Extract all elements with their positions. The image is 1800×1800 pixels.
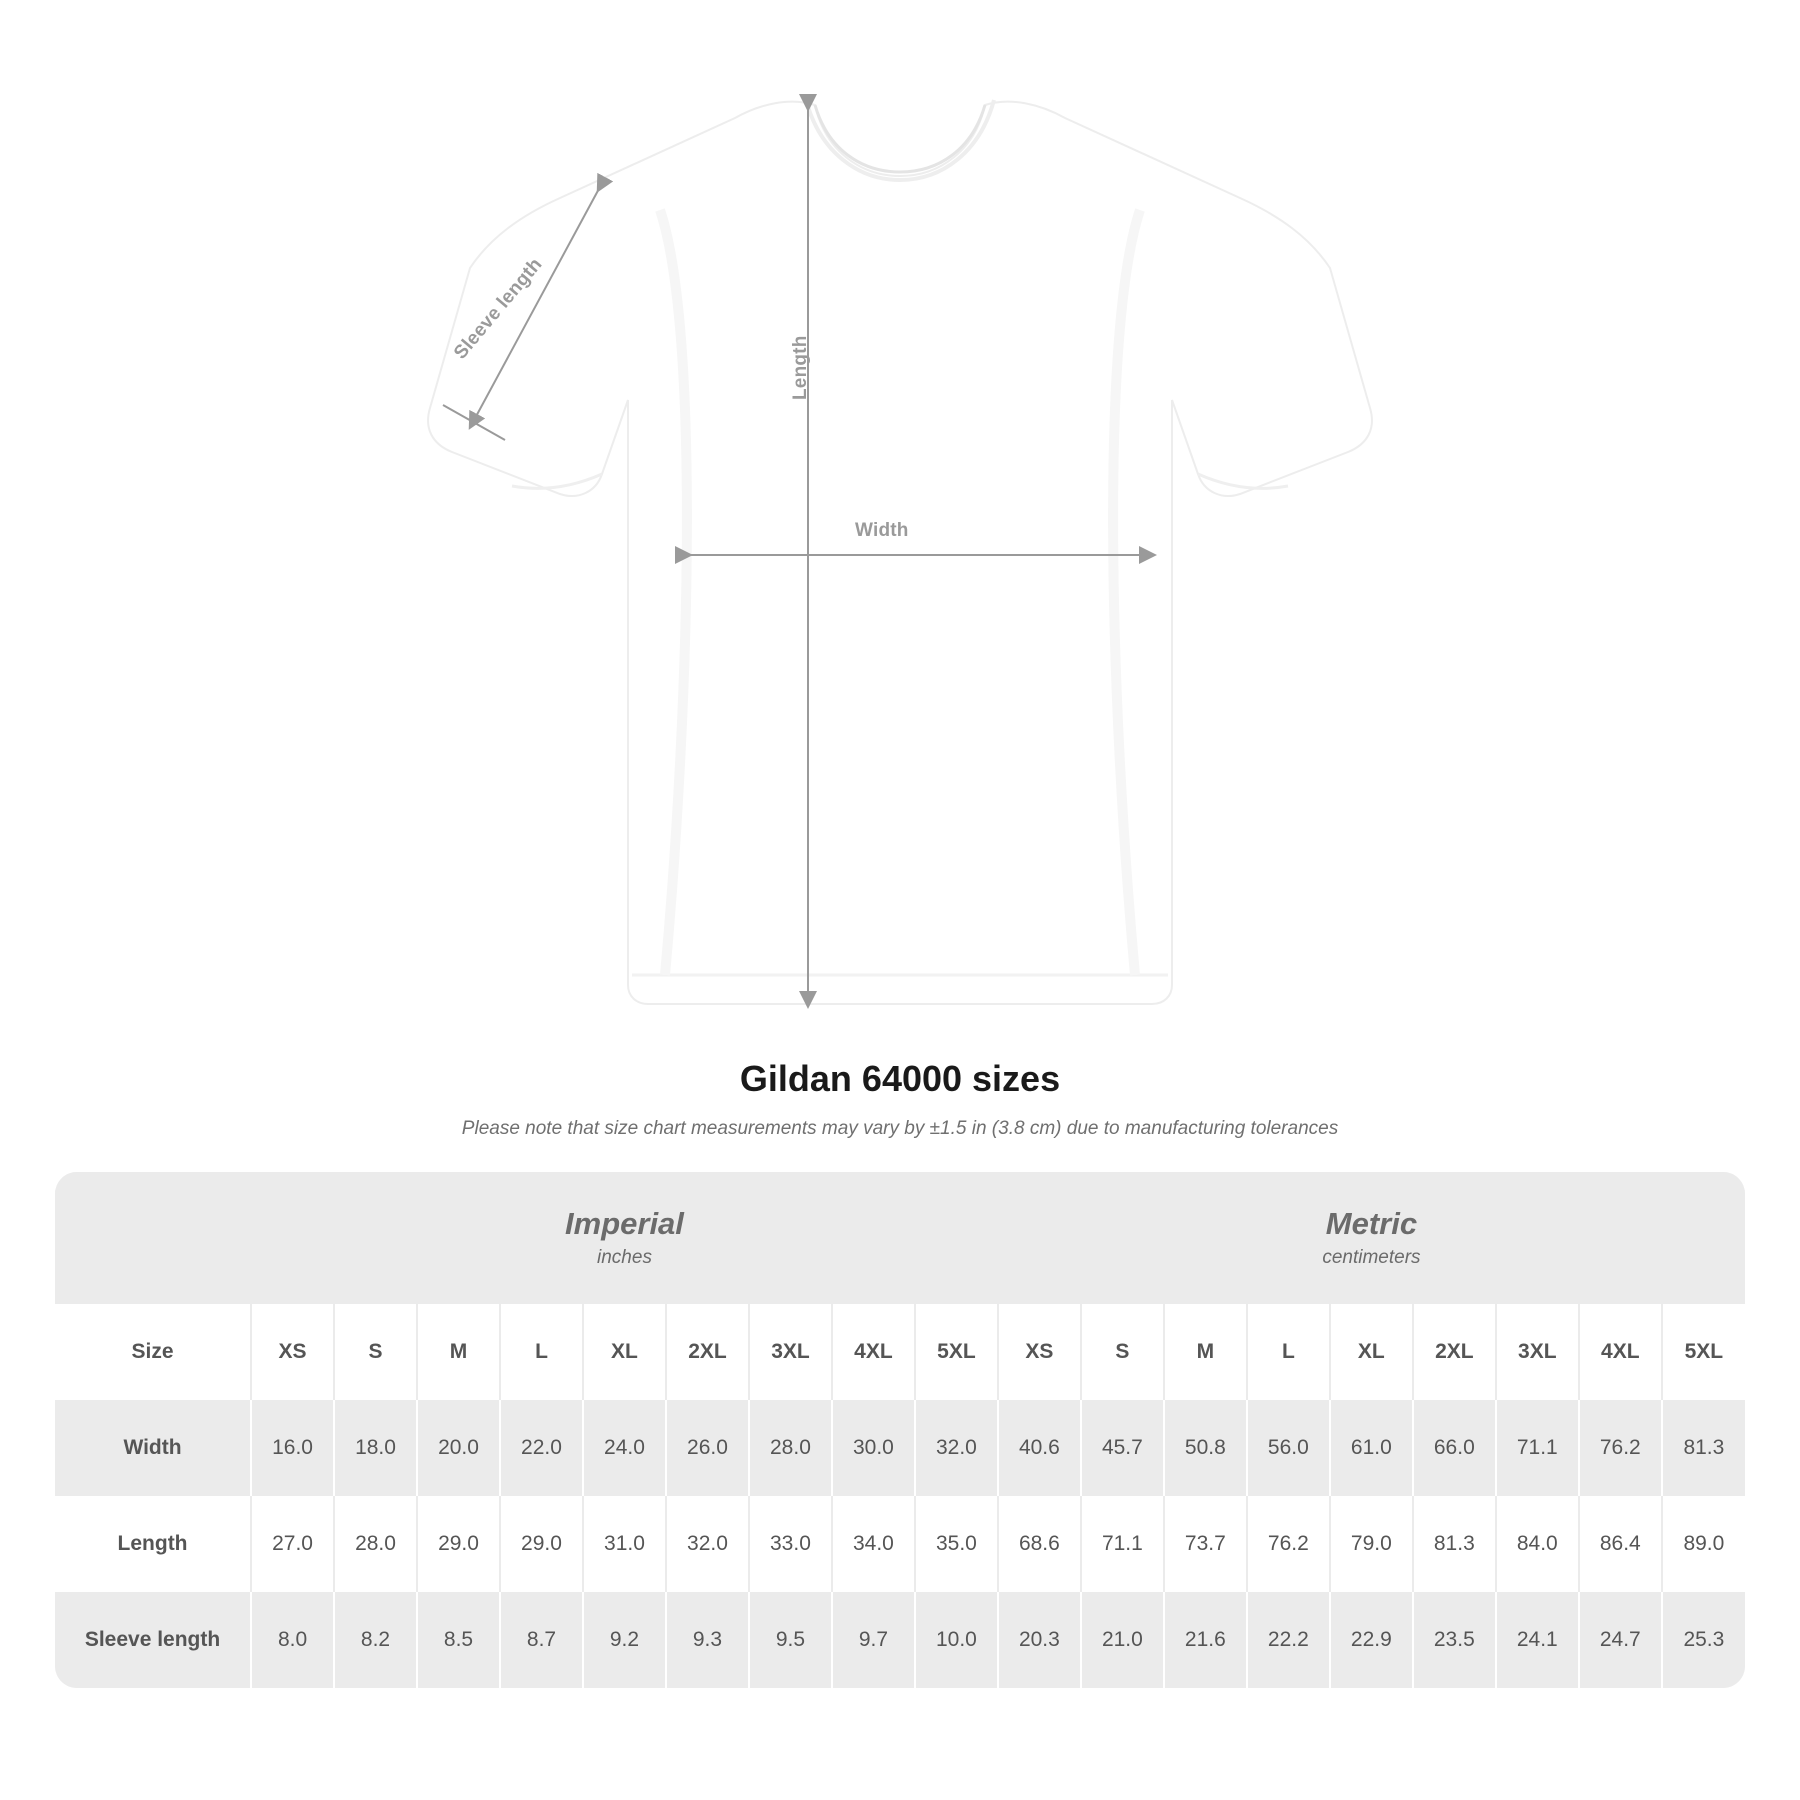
- size-header-cell: 4XL: [832, 1304, 915, 1400]
- cell-length: 89.0: [1662, 1496, 1745, 1592]
- tshirt-shape: [428, 100, 1372, 1004]
- cell-sleeve: 9.7: [832, 1592, 915, 1688]
- cell-length: 73.7: [1164, 1496, 1247, 1592]
- cell-sleeve: 22.2: [1247, 1592, 1330, 1688]
- size-header-cell: 5XL: [915, 1304, 998, 1400]
- cell-width: 32.0: [915, 1400, 998, 1496]
- cell-width: 66.0: [1413, 1400, 1496, 1496]
- cell-width: 71.1: [1496, 1400, 1579, 1496]
- size-header-cell: M: [1164, 1304, 1247, 1400]
- cell-width: 22.0: [500, 1400, 583, 1496]
- cell-length: 33.0: [749, 1496, 832, 1592]
- cell-width: 61.0: [1330, 1400, 1413, 1496]
- size-header-cell: 3XL: [749, 1304, 832, 1400]
- cell-width: 20.0: [417, 1400, 500, 1496]
- cell-width: 26.0: [666, 1400, 749, 1496]
- row-label-length: Length: [55, 1496, 251, 1592]
- size-header-cell: 5XL: [1662, 1304, 1745, 1400]
- cell-length: 86.4: [1579, 1496, 1662, 1592]
- cell-sleeve: 9.3: [666, 1592, 749, 1688]
- sleeve-length-label: Sleeve length: [450, 254, 547, 364]
- unit-group-imperial-sub: inches: [597, 1247, 652, 1269]
- size-header-cell: 3XL: [1496, 1304, 1579, 1400]
- cell-sleeve: 23.5: [1413, 1592, 1496, 1688]
- size-header-cell: S: [1081, 1304, 1164, 1400]
- unit-group-imperial-name: Imperial: [565, 1205, 684, 1241]
- cell-sleeve: 21.6: [1164, 1592, 1247, 1688]
- cell-sleeve: 24.1: [1496, 1592, 1579, 1688]
- page-title: Gildan 64000 sizes: [739, 1058, 1061, 1099]
- cell-sleeve: 8.7: [500, 1592, 583, 1688]
- length-label: Length: [790, 335, 811, 400]
- cell-length: 35.0: [915, 1496, 998, 1592]
- cell-width: 50.8: [1164, 1400, 1247, 1496]
- cell-sleeve: 24.7: [1579, 1592, 1662, 1688]
- table-row: [55, 1400, 1745, 1496]
- cell-sleeve: 10.0: [915, 1592, 998, 1688]
- tolerance-note: Please note that size chart measurements may vary by ±1.5 in (3.8 cm) due to manufacturing tolerances: [461, 1118, 1339, 1139]
- cell-width: 76.2: [1579, 1400, 1662, 1496]
- cell-sleeve: 9.5: [749, 1592, 832, 1688]
- cell-width: 18.0: [334, 1400, 417, 1496]
- table-row: [55, 1592, 1745, 1688]
- cell-sleeve: 21.0: [1081, 1592, 1164, 1688]
- cell-length: 29.0: [417, 1496, 500, 1592]
- cell-sleeve: 22.9: [1330, 1592, 1413, 1688]
- unit-group-imperial: [251, 1172, 998, 1304]
- size-header-row: [55, 1304, 1745, 1400]
- cell-width: 45.7: [1081, 1400, 1164, 1496]
- width-label: Width: [855, 520, 909, 541]
- size-header-label: Size: [55, 1304, 251, 1400]
- cell-sleeve: 20.3: [998, 1592, 1081, 1688]
- cell-length: 76.2: [1247, 1496, 1330, 1592]
- unit-row-spacer: [55, 1172, 251, 1304]
- cell-length: 29.0: [500, 1496, 583, 1592]
- cell-length: 28.0: [334, 1496, 417, 1592]
- cell-length: 68.6: [998, 1496, 1081, 1592]
- size-header-cell: XL: [583, 1304, 666, 1400]
- cell-sleeve: 8.2: [334, 1592, 417, 1688]
- cell-width: 81.3: [1662, 1400, 1745, 1496]
- unit-header-row: [55, 1172, 1745, 1304]
- title-block: [0, 1058, 1800, 1140]
- size-header-cell: XL: [1330, 1304, 1413, 1400]
- unit-group-metric: [998, 1172, 1745, 1304]
- row-label-sleeve-length: Sleeve length: [55, 1592, 251, 1688]
- size-header-cell: L: [500, 1304, 583, 1400]
- size-header-cell: 4XL: [1579, 1304, 1662, 1400]
- cell-sleeve: 9.2: [583, 1592, 666, 1688]
- cell-length: 27.0: [251, 1496, 334, 1592]
- cell-sleeve: 8.5: [417, 1592, 500, 1688]
- size-header-cell: 2XL: [666, 1304, 749, 1400]
- size-header-cell: L: [1247, 1304, 1330, 1400]
- cell-width: 30.0: [832, 1400, 915, 1496]
- size-header-cell: M: [417, 1304, 500, 1400]
- unit-group-metric-name: Metric: [1325, 1205, 1418, 1241]
- size-table: [55, 1172, 1745, 1688]
- cell-length: 34.0: [832, 1496, 915, 1592]
- size-header-cell: XS: [998, 1304, 1081, 1400]
- cell-length: 81.3: [1413, 1496, 1496, 1592]
- unit-group-metric-sub: centimeters: [1322, 1247, 1421, 1269]
- row-label-width: Width: [55, 1400, 251, 1496]
- cell-length: 31.0: [583, 1496, 666, 1592]
- cell-length: 79.0: [1330, 1496, 1413, 1592]
- cell-length: 71.1: [1081, 1496, 1164, 1592]
- size-header-cell: 2XL: [1413, 1304, 1496, 1400]
- cell-width: 24.0: [583, 1400, 666, 1496]
- cell-sleeve: 25.3: [1662, 1592, 1745, 1688]
- cell-width: 56.0: [1247, 1400, 1330, 1496]
- cell-length: 84.0: [1496, 1496, 1579, 1592]
- table-row: [55, 1496, 1745, 1592]
- cell-length: 32.0: [666, 1496, 749, 1592]
- size-header-cell: S: [334, 1304, 417, 1400]
- cell-width: 16.0: [251, 1400, 334, 1496]
- cell-width: 40.6: [998, 1400, 1081, 1496]
- cell-sleeve: 8.0: [251, 1592, 334, 1688]
- cell-width: 28.0: [749, 1400, 832, 1496]
- size-header-cell: XS: [251, 1304, 334, 1400]
- size-table-container: [55, 1172, 1745, 1688]
